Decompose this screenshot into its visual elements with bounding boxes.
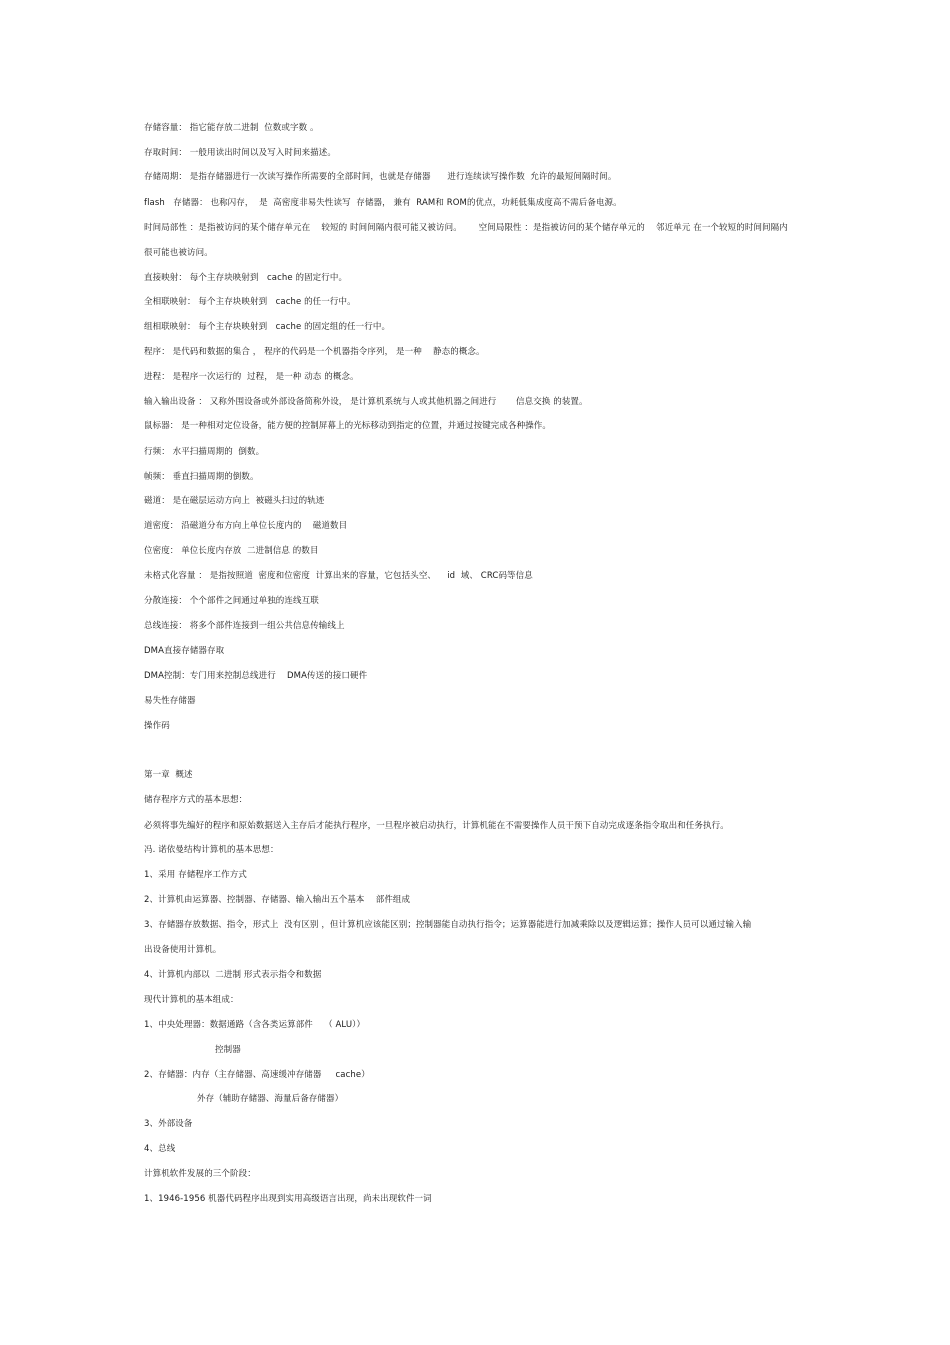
text-line-io-device: 输入输出设备 ： 又称外围设备或外部设备简称外设， 是计算机系统与人或其他机器之间进行 信息交换 的装置。 — [144, 397, 588, 407]
list-item-memory: 2、存储器：内存（主存储器、高速缓冲存储器 cache） — [144, 1070, 370, 1080]
text-line-stored-program-desc: 必须将事先编好的程序和原始数据送入主存后才能执行程序，一旦程序被启动执行，计算机能在不需要操作人员干预下自动完成逐条指令取出和任务执行。 — [144, 821, 729, 831]
text-line-track: 磁道： 是在磁层运动方向上 被磁头扫过的轨迹 — [144, 496, 325, 506]
text-line-mouse: 鼠标器： 是一种相对定位设备，能方便的控制屏幕上的光标移动到指定的位置，并通过按键完成各种操作。 — [144, 421, 552, 431]
text-line-volatile-memory: 易失性存储器 — [144, 696, 196, 706]
text-line-von-neumann: 冯. 诺依曼结构计算机的基本思想： — [144, 845, 279, 855]
text-line-unformatted-capacity: 未格式化容量 ： 是指按照道 密度和位密度 计算出来的容量，它包括头空、 id 域、 CRC码等信息 — [144, 571, 533, 581]
text-line-fully-associative: 全相联映射： 每个主存块映射到 cache 的任一行中。 — [144, 297, 356, 307]
text-line-track-density: 道密度： 沿磁道分布方向上单位长度内的 磁道数目 — [144, 521, 348, 531]
text-line-set-associative: 组相联映射： 每个主存块映射到 cache 的固定组的任一行中。 — [144, 322, 391, 332]
text-line-distributed-connection: 分散连接： 个个部件之间通过单独的连线互联 — [144, 596, 319, 606]
text-line-access-time: 存取时间： 一般用读出时间以及写入时间来描述。 — [144, 148, 337, 158]
text-line-process: 进程： 是程序一次运行的 过程， 是一种 动态 的概念。 — [144, 372, 359, 382]
text-line-line-frequency: 行频： 水平扫描周期的 倒数。 — [144, 447, 265, 457]
list-item-cpu: 1、中央处理器：数据通路（含各类运算部件 （ ALU）） — [144, 1020, 366, 1030]
list-item-vn-3-continued: 出设备使用计算机。 — [144, 945, 222, 955]
list-item-bus: 4、总线 — [144, 1144, 176, 1154]
text-line-dma: DMA直接存储器存取 — [144, 646, 225, 656]
text-line-modern-computer: 现代计算机的基本组成： — [144, 995, 239, 1005]
text-line-program: 程序： 是代码和数据的集合 ， 程序的代码是一个机器指令序列， 是一种 静态的概念。 — [144, 347, 485, 357]
text-line-frame-frequency: 帧频： 垂直扫描周期的倒数。 — [144, 472, 259, 482]
text-line-locality-continued: 很可能也被访问。 — [144, 248, 213, 258]
list-item-peripherals: 3、外部设备 — [144, 1119, 193, 1129]
list-item-stage-1: 1、1946-1956 机器代码程序出现到实用高级语言出现，尚未出现软件一词 — [144, 1194, 432, 1204]
text-line-flash-memory: flash 存储器： 也称闪存， 是 高密度非易失性读写 存储器， 兼有 RAM和 ROM的优点，功耗低集成度高不需后备电源。 — [144, 198, 622, 208]
text-line-software-stages: 计算机软件发展的三个阶段： — [144, 1169, 256, 1179]
text-line-temporal-locality: 时间局部性 ：是指被访问的某个储存单元在 较短的 时间间隔内很可能又被访问。 空间局限性 ：是指被访问的某个储存单元的 邻近单元 在一个较短的时间间隔内 — [144, 223, 788, 233]
list-item-vn-3: 3、存储器存放数据、指令，形式上 没有区别 ，但计算机应该能区别；控制器能自动执行指令；运算器能进行加减乘除以及逻辑运算；操作人员可以通过输入输 — [144, 920, 752, 930]
text-line-opcode: 操作码 — [144, 721, 170, 731]
text-line-storage-capacity: 存储容量： 指它能存放二进制 位数或字数 。 — [144, 123, 319, 133]
list-item-vn-4: 4、计算机内部以 二进制 形式表示指令和数据 — [144, 970, 322, 980]
text-line-storage-cycle: 存储周期： 是指存储器进行一次读写操作所需要的全部时间，也就是存储器 进行连续读写操作数 允许的最短间隔时间。 — [144, 172, 617, 182]
list-item-vn-1: 1、采用 存储程序工作方式 — [144, 870, 247, 880]
chapter-heading: 第一章 概述 — [144, 770, 193, 780]
list-item-vn-2: 2、计算机由运算器、控制器、存储器、输入输出五个基本 部件组成 — [144, 895, 411, 905]
list-item-controller: 控制器 — [215, 1045, 241, 1055]
text-line-bus-connection: 总线连接： 将多个部件连接到一组公共信息传输线上 — [144, 621, 345, 631]
text-line-bit-density: 位密度： 单位长度内存放 二进制信息 的数目 — [144, 546, 319, 556]
text-line-direct-mapping: 直接映射： 每个主存块映射到 cache 的固定行中。 — [144, 273, 348, 283]
text-line-dma-control: DMA控制：专门用来控制总线进行 DMA传送的接口硬件 — [144, 671, 368, 681]
list-item-external-storage: 外存（辅助存储器、海量后备存储器） — [197, 1094, 344, 1104]
text-line-stored-program-idea: 储存程序方式的基本思想： — [144, 795, 248, 805]
